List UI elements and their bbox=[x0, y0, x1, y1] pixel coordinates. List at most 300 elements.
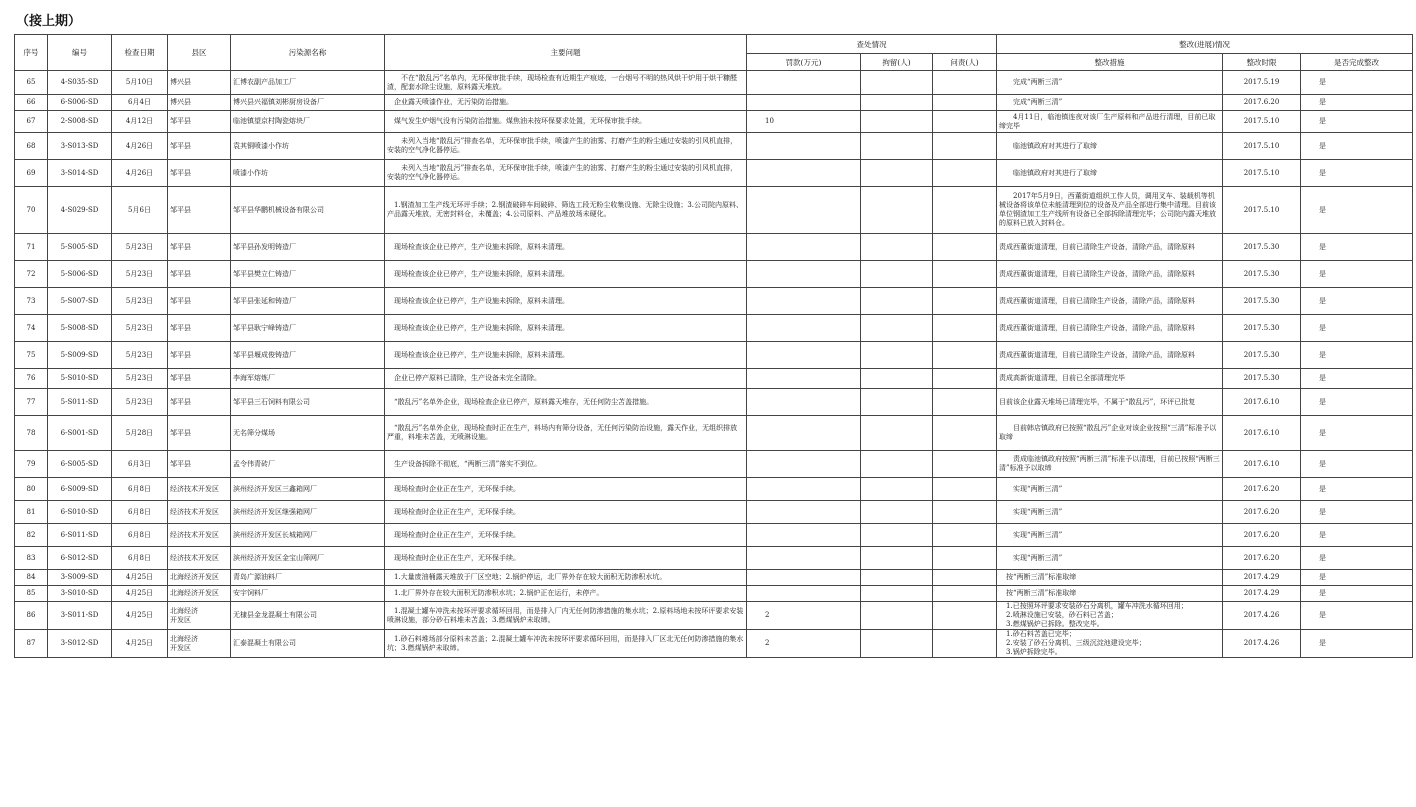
row-fine bbox=[747, 501, 861, 524]
row-code: 5-S010-SD bbox=[48, 369, 112, 389]
row-measure: 责成西董街道清理，目前已清除生产设备，清除产品，清除原料 bbox=[997, 234, 1223, 261]
row-name: 博兴县兴福镇刘彬厨房设备厂 bbox=[231, 95, 385, 111]
row-seq: 66 bbox=[15, 95, 48, 111]
row-seq: 70 bbox=[15, 187, 48, 234]
row-date: 5月23日 bbox=[112, 342, 168, 369]
row-done: 是 bbox=[1301, 524, 1413, 547]
row-measure: 责成西董街道清理，目前已清除生产设备，清除产品，清除原料 bbox=[997, 261, 1223, 288]
table-row bbox=[15, 389, 1413, 416]
row-deadline: 2017.6.20 bbox=[1223, 524, 1301, 547]
row-detain bbox=[861, 416, 933, 451]
row-done: 是 bbox=[1301, 234, 1413, 261]
row-county: 邹平县 bbox=[168, 315, 231, 342]
row-code: 5-S007-SD bbox=[48, 288, 112, 315]
row-seq: 81 bbox=[15, 501, 48, 524]
row-seq: 74 bbox=[15, 315, 48, 342]
row-detain bbox=[861, 369, 933, 389]
row-fine bbox=[747, 315, 861, 342]
row-measure: 目前韩店镇政府已按照“散乱污”企业对该企业按照“三清”标准予以取缔 bbox=[997, 416, 1223, 451]
row-code: 2-S008-SD bbox=[48, 111, 112, 133]
row-detain bbox=[861, 288, 933, 315]
row-seq: 69 bbox=[15, 160, 48, 187]
row-county: 邹平县 bbox=[168, 160, 231, 187]
row-code: 5-S005-SD bbox=[48, 234, 112, 261]
row-code: 5-S011-SD bbox=[48, 389, 112, 416]
row-county: 经济技术开发区 bbox=[168, 501, 231, 524]
row-problem: 现场检查该企业已停产，生产设施未拆除，原料未清理。 bbox=[385, 288, 747, 315]
table-row bbox=[15, 630, 1413, 658]
row-name: 邹平县三石饲料有限公司 bbox=[231, 389, 385, 416]
row-code: 3-S013-SD bbox=[48, 133, 112, 160]
row-accountable bbox=[933, 234, 997, 261]
table-row bbox=[15, 187, 1413, 234]
row-done: 是 bbox=[1301, 95, 1413, 111]
row-measure: 责成临池镇政府按照“两断三清”标准予以清理，目前已按照“两断三清”标准予以取缔 bbox=[997, 451, 1223, 478]
row-seq: 67 bbox=[15, 111, 48, 133]
row-date: 5月23日 bbox=[112, 369, 168, 389]
row-fine bbox=[747, 547, 861, 570]
row-accountable bbox=[933, 501, 997, 524]
row-done: 是 bbox=[1301, 342, 1413, 369]
row-county: 经济技术开发区 bbox=[168, 478, 231, 501]
row-name: 滨州经济开发区三鑫箱网厂 bbox=[231, 478, 385, 501]
row-name: 汇博农副产品加工厂 bbox=[231, 71, 385, 95]
row-fine bbox=[747, 586, 861, 602]
row-code: 6-S006-SD bbox=[48, 95, 112, 111]
row-fine bbox=[747, 234, 861, 261]
row-fine: 10 bbox=[747, 111, 861, 133]
row-problem: 1.北厂界外存在较大面积无防渗积水坑；2.锅炉正在运行，未停产。 bbox=[385, 586, 747, 602]
header-done: 是否完成整改 bbox=[1301, 54, 1413, 71]
row-deadline: 2017.6.20 bbox=[1223, 547, 1301, 570]
row-date: 5月23日 bbox=[112, 261, 168, 288]
row-problem: 未列入当地“散乱污”排查名单，无环保审批手续，喷漆产生的油雾、打磨产生的粉尘通过安装的引风机直排，安装的空气净化器停运。 bbox=[385, 133, 747, 160]
row-county: 邹平县 bbox=[168, 288, 231, 315]
row-seq: 65 bbox=[15, 71, 48, 95]
row-code: 3-S010-SD bbox=[48, 586, 112, 602]
row-county: 博兴县 bbox=[168, 95, 231, 111]
header-date: 检查日期 bbox=[112, 35, 168, 71]
row-detain bbox=[861, 111, 933, 133]
row-problem: 煤气发生炉烟气没有污染防治措施。煤焦油未按环保要求处置，无环保审批手续。 bbox=[385, 111, 747, 133]
table-row bbox=[15, 261, 1413, 288]
row-problem: 现场检查时企业正在生产，无环保手续。 bbox=[385, 524, 747, 547]
header-name: 污染源名称 bbox=[231, 35, 385, 71]
row-detain bbox=[861, 187, 933, 234]
row-deadline: 2017.6.10 bbox=[1223, 451, 1301, 478]
row-code: 6-S011-SD bbox=[48, 524, 112, 547]
row-accountable bbox=[933, 71, 997, 95]
row-measure: 完成“两断三清” bbox=[997, 95, 1223, 111]
row-detain bbox=[861, 524, 933, 547]
row-county: 经济技术开发区 bbox=[168, 524, 231, 547]
row-deadline: 2017.5.10 bbox=[1223, 187, 1301, 234]
row-done: 是 bbox=[1301, 547, 1413, 570]
row-seq: 82 bbox=[15, 524, 48, 547]
row-done: 是 bbox=[1301, 261, 1413, 288]
row-measure: 责成西董街道清理，目前已清除生产设备，清除产品，清除原料 bbox=[997, 342, 1223, 369]
row-date: 4月25日 bbox=[112, 586, 168, 602]
row-problem: 现场检查该企业已停产，生产设施未拆除，原料未清理。 bbox=[385, 261, 747, 288]
row-detain bbox=[861, 570, 933, 586]
row-date: 4月25日 bbox=[112, 630, 168, 658]
row-name: 袁其铜喷漆小作坊 bbox=[231, 133, 385, 160]
row-detain bbox=[861, 602, 933, 630]
row-deadline: 2017.5.19 bbox=[1223, 71, 1301, 95]
row-fine bbox=[747, 416, 861, 451]
table-row bbox=[15, 160, 1413, 187]
row-detain bbox=[861, 95, 933, 111]
row-name: 汇泰混凝土有限公司 bbox=[231, 630, 385, 658]
row-accountable bbox=[933, 288, 997, 315]
row-name: 邹平县堰成俊铸造厂 bbox=[231, 342, 385, 369]
row-fine: 2 bbox=[747, 630, 861, 658]
row-measure: 责成西董街道清理，目前已清除生产设备，清除产品，清除原料 bbox=[997, 288, 1223, 315]
row-done: 是 bbox=[1301, 369, 1413, 389]
row-fine bbox=[747, 342, 861, 369]
row-measure: 实现“两断三清” bbox=[997, 501, 1223, 524]
row-measure: 按“两断三清”标准取缔 bbox=[997, 586, 1223, 602]
table-row bbox=[15, 111, 1413, 133]
row-county: 邹平县 bbox=[168, 369, 231, 389]
row-accountable bbox=[933, 187, 997, 234]
row-measure: 责成西董街道清理，目前已清除生产设备，清除产品，清除原料 bbox=[997, 315, 1223, 342]
row-fine bbox=[747, 288, 861, 315]
row-accountable bbox=[933, 160, 997, 187]
row-name: 李海军熔炼厂 bbox=[231, 369, 385, 389]
row-detain bbox=[861, 342, 933, 369]
row-fine bbox=[747, 369, 861, 389]
row-done: 是 bbox=[1301, 501, 1413, 524]
row-county: 北海经济 开发区 bbox=[168, 602, 231, 630]
table-row bbox=[15, 342, 1413, 369]
row-deadline: 2017.5.30 bbox=[1223, 342, 1301, 369]
row-fine bbox=[747, 95, 861, 111]
row-deadline: 2017.5.30 bbox=[1223, 261, 1301, 288]
row-deadline: 2017.4.26 bbox=[1223, 602, 1301, 630]
row-problem: 企业已停产原料已清除，生产设备未完全清除。 bbox=[385, 369, 747, 389]
row-date: 4月25日 bbox=[112, 602, 168, 630]
row-name: 临池镇望京村陶瓷熔块厂 bbox=[231, 111, 385, 133]
row-fine bbox=[747, 133, 861, 160]
row-deadline: 2017.6.20 bbox=[1223, 478, 1301, 501]
row-accountable bbox=[933, 389, 997, 416]
row-seq: 76 bbox=[15, 369, 48, 389]
row-accountable bbox=[933, 342, 997, 369]
row-date: 6月3日 bbox=[112, 451, 168, 478]
row-deadline: 2017.4.29 bbox=[1223, 570, 1301, 586]
row-problem: 1.大量废油桶露天堆放于厂区空地；2.锅炉停运，北厂界外存在较大面积无防渗积水坑。 bbox=[385, 570, 747, 586]
row-done: 是 bbox=[1301, 315, 1413, 342]
table-row bbox=[15, 234, 1413, 261]
row-name: 滨州经济开发区长城箱网厂 bbox=[231, 524, 385, 547]
row-accountable bbox=[933, 315, 997, 342]
row-date: 6月8日 bbox=[112, 524, 168, 547]
row-done: 是 bbox=[1301, 570, 1413, 586]
row-date: 6月4日 bbox=[112, 95, 168, 111]
row-deadline: 2017.5.30 bbox=[1223, 288, 1301, 315]
row-county: 邹平县 bbox=[168, 133, 231, 160]
row-problem: 生产设备拆除不彻底，“两断三清”落实不到位。 bbox=[385, 451, 747, 478]
table-row bbox=[15, 586, 1413, 602]
row-measure: 临池镇政府对其进行了取缔 bbox=[997, 133, 1223, 160]
table-row bbox=[15, 570, 1413, 586]
row-name: 安宇饲料厂 bbox=[231, 586, 385, 602]
row-measure: 实现“两断三清” bbox=[997, 547, 1223, 570]
row-fine bbox=[747, 261, 861, 288]
row-detain bbox=[861, 389, 933, 416]
row-accountable bbox=[933, 524, 997, 547]
row-code: 3-S009-SD bbox=[48, 570, 112, 586]
row-measure: 1.已按照环评要求安装砂石分离机，罐车冲洗水循环回用； 2.喷淋设施已安装，砂石料已苫盖； 3.燃煤锅炉已拆除。整改完毕。 bbox=[997, 602, 1223, 630]
table-row bbox=[15, 416, 1413, 451]
row-date: 5月23日 bbox=[112, 315, 168, 342]
row-detain bbox=[861, 547, 933, 570]
row-seq: 73 bbox=[15, 288, 48, 315]
row-done: 是 bbox=[1301, 630, 1413, 658]
row-deadline: 2017.5.10 bbox=[1223, 133, 1301, 160]
row-date: 6月8日 bbox=[112, 501, 168, 524]
table-row bbox=[15, 369, 1413, 389]
row-detain bbox=[861, 160, 933, 187]
row-fine bbox=[747, 570, 861, 586]
row-date: 4月26日 bbox=[112, 133, 168, 160]
row-seq: 68 bbox=[15, 133, 48, 160]
row-problem: 1.砂石料堆场部分原料未苫盖；2.混凝土罐车冲洗未按环评要求循环回用，而是排入厂区北无任何防渗措施的集水坑；3.燃煤锅炉未取缔。 bbox=[385, 630, 747, 658]
row-measure: 4月11日，临池镇连夜对该厂生产原料和产品进行清理，目前已取缔完毕 bbox=[997, 111, 1223, 133]
row-fine bbox=[747, 451, 861, 478]
row-seq: 86 bbox=[15, 602, 48, 630]
row-measure: 实现“两断三清” bbox=[997, 524, 1223, 547]
header-deadline: 整改时限 bbox=[1223, 54, 1301, 71]
row-accountable bbox=[933, 261, 997, 288]
row-code: 3-S011-SD bbox=[48, 602, 112, 630]
row-code: 4-S029-SD bbox=[48, 187, 112, 234]
row-accountable bbox=[933, 111, 997, 133]
row-seq: 87 bbox=[15, 630, 48, 658]
row-county: 邹平县 bbox=[168, 111, 231, 133]
row-date: 5月10日 bbox=[112, 71, 168, 95]
row-code: 4-S035-SD bbox=[48, 71, 112, 95]
row-deadline: 2017.6.20 bbox=[1223, 95, 1301, 111]
row-date: 4月12日 bbox=[112, 111, 168, 133]
row-problem: 现场检查该企业已停产，生产设施未拆除，原料未清理。 bbox=[385, 315, 747, 342]
row-detain bbox=[861, 451, 933, 478]
row-fine bbox=[747, 187, 861, 234]
row-accountable bbox=[933, 547, 997, 570]
header-county: 县区 bbox=[168, 35, 231, 71]
row-name: 滨州经济开发区金宝山筛网厂 bbox=[231, 547, 385, 570]
row-name: 无名筛分煤场 bbox=[231, 416, 385, 451]
header-accountable: 问责(人) bbox=[933, 54, 997, 71]
row-deadline: 2017.5.30 bbox=[1223, 369, 1301, 389]
row-seq: 80 bbox=[15, 478, 48, 501]
row-problem: “散乱污”名单外企业，现场检查时正在生产，料场内有筛分设备，无任何污染防治设施，露天作业，无组织排放严重，料堆未苫盖，无喷淋设施。 bbox=[385, 416, 747, 451]
row-name: 喷漆小作坊 bbox=[231, 160, 385, 187]
row-seq: 72 bbox=[15, 261, 48, 288]
header-penalty-group: 查处情况 bbox=[747, 35, 997, 54]
row-code: 6-S010-SD bbox=[48, 501, 112, 524]
row-problem: 未列入当地“散乱污”排查名单，无环保审批手续，喷漆产生的油雾、打磨产生的粉尘通过安装的引风机直排，安装的空气净化器停运。 bbox=[385, 160, 747, 187]
row-county: 经济技术开发区 bbox=[168, 547, 231, 570]
row-county: 邹平县 bbox=[168, 451, 231, 478]
row-date: 5月6日 bbox=[112, 187, 168, 234]
row-seq: 78 bbox=[15, 416, 48, 451]
row-measure: 1.砂石料苫盖已完毕； 2.安装了砂石分离机、三级沉淀池建设完毕； 3.锅炉拆除完毕。 bbox=[997, 630, 1223, 658]
row-deadline: 2017.5.10 bbox=[1223, 160, 1301, 187]
row-fine bbox=[747, 389, 861, 416]
row-detain bbox=[861, 261, 933, 288]
row-problem: 现场检查该企业已停产，生产设施未拆除，原料未清理。 bbox=[385, 342, 747, 369]
row-fine: 2 bbox=[747, 602, 861, 630]
row-date: 6月8日 bbox=[112, 478, 168, 501]
row-problem: 现场检查时企业正在生产，无环保手续。 bbox=[385, 478, 747, 501]
row-date: 5月23日 bbox=[112, 288, 168, 315]
row-done: 是 bbox=[1301, 586, 1413, 602]
row-measure: 实现“两断三清” bbox=[997, 478, 1223, 501]
row-county: 邹平县 bbox=[168, 416, 231, 451]
row-date: 5月28日 bbox=[112, 416, 168, 451]
row-measure: 目前该企业露天堆场已清理完毕，不属于“散乱污”，环评已批复 bbox=[997, 389, 1223, 416]
row-detain bbox=[861, 478, 933, 501]
row-done: 是 bbox=[1301, 187, 1413, 234]
row-done: 是 bbox=[1301, 389, 1413, 416]
row-code: 5-S006-SD bbox=[48, 261, 112, 288]
row-code: 6-S009-SD bbox=[48, 478, 112, 501]
row-seq: 84 bbox=[15, 570, 48, 586]
row-name: 邹平县樊立仁铸造厂 bbox=[231, 261, 385, 288]
inspection-table bbox=[14, 34, 1413, 658]
row-county: 邹平县 bbox=[168, 389, 231, 416]
row-fine bbox=[747, 160, 861, 187]
table-row bbox=[15, 315, 1413, 342]
row-county: 邹平县 bbox=[168, 342, 231, 369]
row-accountable bbox=[933, 95, 997, 111]
row-county: 北海经济 开发区 bbox=[168, 630, 231, 658]
row-code: 5-S008-SD bbox=[48, 315, 112, 342]
row-done: 是 bbox=[1301, 451, 1413, 478]
row-date: 4月25日 bbox=[112, 570, 168, 586]
continued-label: （接上期） bbox=[16, 14, 82, 29]
row-date: 6月8日 bbox=[112, 547, 168, 570]
row-name: 孟令伟青砖厂 bbox=[231, 451, 385, 478]
row-seq: 71 bbox=[15, 234, 48, 261]
row-measure: 责成高新街道清理，目前已全部清理完毕 bbox=[997, 369, 1223, 389]
row-detain bbox=[861, 315, 933, 342]
row-accountable bbox=[933, 602, 997, 630]
row-detain bbox=[861, 71, 933, 95]
row-accountable bbox=[933, 570, 997, 586]
row-deadline: 2017.5.30 bbox=[1223, 315, 1301, 342]
row-accountable bbox=[933, 630, 997, 658]
row-fine bbox=[747, 478, 861, 501]
table-row bbox=[15, 602, 1413, 630]
header-code: 编号 bbox=[48, 35, 112, 71]
row-code: 5-S009-SD bbox=[48, 342, 112, 369]
row-code: 6-S012-SD bbox=[48, 547, 112, 570]
row-deadline: 2017.5.10 bbox=[1223, 111, 1301, 133]
row-county: 邹平县 bbox=[168, 261, 231, 288]
row-seq: 75 bbox=[15, 342, 48, 369]
row-problem: 现场检查时企业正在生产，无环保手续。 bbox=[385, 547, 747, 570]
table-row bbox=[15, 95, 1413, 111]
row-detain bbox=[861, 630, 933, 658]
row-accountable bbox=[933, 369, 997, 389]
row-code: 3-S014-SD bbox=[48, 160, 112, 187]
row-seq: 85 bbox=[15, 586, 48, 602]
row-deadline: 2017.4.26 bbox=[1223, 630, 1301, 658]
table-body bbox=[15, 71, 1413, 658]
row-deadline: 2017.6.10 bbox=[1223, 416, 1301, 451]
row-problem: 现场检查该企业已停产，生产设施未拆除，原料未清理。 bbox=[385, 234, 747, 261]
row-accountable bbox=[933, 586, 997, 602]
row-measure: 完成“两断三清” bbox=[997, 71, 1223, 95]
row-deadline: 2017.6.20 bbox=[1223, 501, 1301, 524]
row-county: 博兴县 bbox=[168, 71, 231, 95]
row-date: 5月23日 bbox=[112, 234, 168, 261]
row-date: 5月23日 bbox=[112, 389, 168, 416]
table-row bbox=[15, 133, 1413, 160]
header-rect-group: 整改(进展)情况 bbox=[997, 35, 1413, 54]
row-code: 6-S005-SD bbox=[48, 451, 112, 478]
row-county: 邹平县 bbox=[168, 234, 231, 261]
row-seq: 83 bbox=[15, 547, 48, 570]
row-seq: 79 bbox=[15, 451, 48, 478]
row-accountable bbox=[933, 416, 997, 451]
header-measure: 整改措施 bbox=[997, 54, 1223, 71]
row-deadline: 2017.5.30 bbox=[1223, 234, 1301, 261]
row-measure: 2017年5月9日，西董街道组织工作人员，调用叉车、装载机等机械设备将该单位未能清理到位的设备及产品全部进行集中清理。目前该单位钢渣加工生产线所有设备已全部拆除清理完毕；公司院内露天堆放的原料已放入封料仓。 bbox=[997, 187, 1223, 234]
row-problem: 企业露天喷漆作业，无污染防治措施。 bbox=[385, 95, 747, 111]
header-problem: 主要问题 bbox=[385, 35, 747, 71]
row-problem: “散乱污”名单外企业，现场检查企业已停产，原料露天堆存，无任何防尘苫盖措施。 bbox=[385, 389, 747, 416]
row-problem: 现场检查时企业正在生产，无环保手续。 bbox=[385, 501, 747, 524]
row-fine bbox=[747, 524, 861, 547]
table-row bbox=[15, 478, 1413, 501]
row-detain bbox=[861, 501, 933, 524]
row-problem: 1.钢渣加工生产线无环评手续；2.钢渣破碎车间破碎、筛选工段无粉尘收集设施、无除尘设施；3.公司院内原料、产品露天堆放，无密封料仓，未覆盖；4.公司原料、产品堆放场未硬化。 bbox=[385, 187, 747, 234]
row-problem: 1.混凝土罐车冲洗未按环评要求循环回用，而是排入厂内无任何防渗措施的集水坑；2.原料场地未按环评要求安装喷淋设施，部分砂石料堆未苫盖；3.燃煤锅炉未取缔。 bbox=[385, 602, 747, 630]
row-done: 是 bbox=[1301, 288, 1413, 315]
header-seq: 序号 bbox=[15, 35, 48, 71]
row-deadline: 2017.4.29 bbox=[1223, 586, 1301, 602]
row-name: 邹平县孙发明铸造厂 bbox=[231, 234, 385, 261]
row-deadline: 2017.6.10 bbox=[1223, 389, 1301, 416]
row-accountable bbox=[933, 478, 997, 501]
row-detain bbox=[861, 234, 933, 261]
header-detain: 拘留(人) bbox=[861, 54, 933, 71]
table-row bbox=[15, 288, 1413, 315]
table-row bbox=[15, 451, 1413, 478]
row-code: 6-S001-SD bbox=[48, 416, 112, 451]
row-county: 北海经济开发区 bbox=[168, 586, 231, 602]
row-detain bbox=[861, 133, 933, 160]
row-done: 是 bbox=[1301, 160, 1413, 187]
row-name: 无棣县金龙混凝土有限公司 bbox=[231, 602, 385, 630]
row-name: 滨州经济开发区继强箱网厂 bbox=[231, 501, 385, 524]
row-seq: 77 bbox=[15, 389, 48, 416]
row-code: 3-S012-SD bbox=[48, 630, 112, 658]
row-done: 是 bbox=[1301, 602, 1413, 630]
row-county: 北海经济开发区 bbox=[168, 570, 231, 586]
row-detain bbox=[861, 586, 933, 602]
row-name: 邹平县华鹏机械设备有限公司 bbox=[231, 187, 385, 234]
row-name: 邹平县耿宁峰铸造厂 bbox=[231, 315, 385, 342]
table-row bbox=[15, 71, 1413, 95]
header-fine: 罚款(万元) bbox=[747, 54, 861, 71]
row-done: 是 bbox=[1301, 416, 1413, 451]
row-accountable bbox=[933, 451, 997, 478]
